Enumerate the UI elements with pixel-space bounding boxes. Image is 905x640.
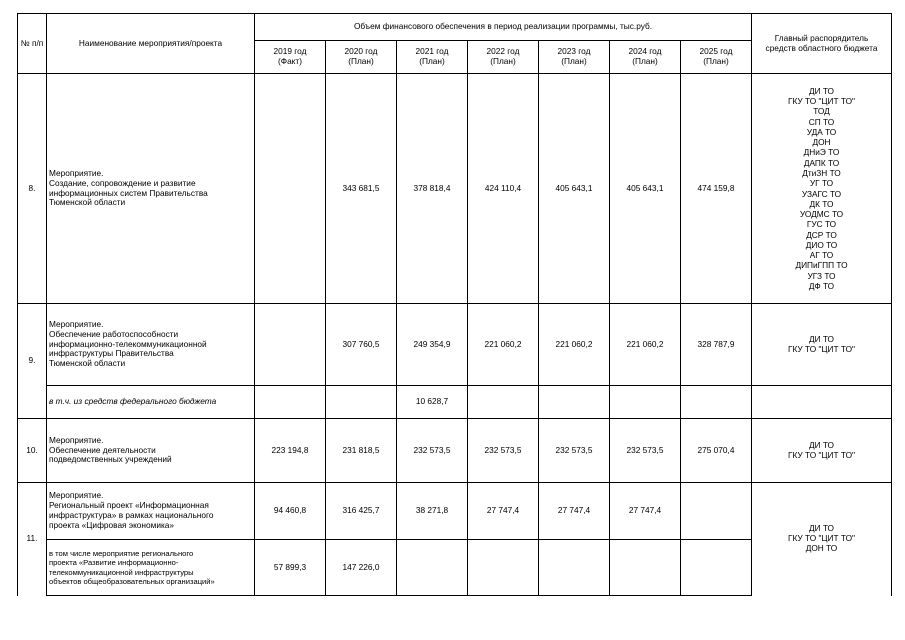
row-value	[539, 386, 610, 419]
row-value: 38 271,8	[397, 483, 468, 540]
row-value: 275 070,4	[681, 419, 752, 483]
row-value: 232 573,5	[468, 419, 539, 483]
header-year: 2020 год (План)	[326, 41, 397, 74]
header-year: 2022 год (План)	[468, 41, 539, 74]
table-row	[18, 483, 892, 540]
header-year: 2024 год (План)	[610, 41, 681, 74]
row-value: 147 226,0	[326, 540, 397, 596]
header-num: № п/п	[18, 14, 47, 74]
header-funding: Объем финансового обеспечения в период реализации программы, тыс.руб.	[255, 14, 752, 41]
row-value: 378 818,4	[397, 74, 468, 304]
row-num: 11.	[18, 483, 47, 596]
row-value: 231 818,5	[326, 419, 397, 483]
row-value	[681, 483, 752, 540]
header-year: 2023 год (План)	[539, 41, 610, 74]
row-value	[539, 540, 610, 596]
row-name: в т.ч. из средств федерального бюджета	[47, 386, 255, 419]
row-value	[255, 304, 326, 386]
header-year: 2021 год (План)	[397, 41, 468, 74]
row-name: Мероприятие. Региональный проект «Информационная инфраструктура» в рамках национального проекта «Цифровая экономика»	[47, 483, 255, 540]
header-name: Наименование мероприятия/проекта	[47, 14, 255, 74]
row-value	[681, 540, 752, 596]
row-num: 9.	[18, 304, 47, 419]
row-value: 249 354,9	[397, 304, 468, 386]
row-value: 27 747,4	[610, 483, 681, 540]
row-value	[255, 386, 326, 419]
row-value	[326, 386, 397, 419]
row-value	[681, 386, 752, 419]
row-manager: ДИ ТО ГКУ ТО "ЦИТ ТО" ТОД СП ТО УДА ТО ДОН ДНиЭ ТО ДАПК ТО ДтиЗН ТО УГ ТО УЗАГС ТО ДК ТО УОДМС ТО ГУС ТО ДСР ТО ДИО ТО АГ ТО ДИПиГПП ТО УГЗ ТО ДФ ТО	[752, 74, 892, 304]
row-value	[468, 386, 539, 419]
row-value: 57 899,3	[255, 540, 326, 596]
table-row	[18, 74, 892, 304]
row-manager: ДИ ТО ГКУ ТО "ЦИТ ТО"	[752, 419, 892, 483]
table-row	[18, 304, 892, 386]
row-value	[610, 540, 681, 596]
funding-table	[17, 13, 892, 596]
row-value: 343 681,5	[326, 74, 397, 304]
row-value: 232 573,5	[610, 419, 681, 483]
row-name: Мероприятие. Обеспечение работоспособности информационно-телекоммуникационной инфраструктуры Правительства Тюменской области	[47, 304, 255, 386]
row-value	[610, 386, 681, 419]
row-value	[255, 74, 326, 304]
row-value: 328 787,9	[681, 304, 752, 386]
row-value: 221 060,2	[539, 304, 610, 386]
row-num: 8.	[18, 74, 47, 304]
row-value: 307 760,5	[326, 304, 397, 386]
row-value	[397, 540, 468, 596]
row-value: 223 194,8	[255, 419, 326, 483]
row-value: 27 747,4	[468, 483, 539, 540]
table-row	[18, 419, 892, 483]
row-name: в том числе мероприятие регионального проекта «Развитие информационно- телекоммуникационной инфраструктуры объектов общеобразовательных организаций»	[47, 540, 255, 596]
row-num: 10.	[18, 419, 47, 483]
row-name: Мероприятие. Обеспечение деятельности подведомственных учреждений	[47, 419, 255, 483]
header-year: 2019 год (Факт)	[255, 41, 326, 74]
row-value: 10 628,7	[397, 386, 468, 419]
row-value	[468, 540, 539, 596]
row-name: Мероприятие. Создание, сопровождение и развитие информационных систем Правительства Тюменской области	[47, 74, 255, 304]
row-value: 474 159,8	[681, 74, 752, 304]
row-value: 405 643,1	[539, 74, 610, 304]
row-value: 221 060,2	[468, 304, 539, 386]
row-manager: ДИ ТО ГКУ ТО "ЦИТ ТО"	[752, 304, 892, 386]
row-value: 232 573,5	[539, 419, 610, 483]
row-value: 405 643,1	[610, 74, 681, 304]
row-value: 424 110,4	[468, 74, 539, 304]
row-value: 27 747,4	[539, 483, 610, 540]
row-manager	[752, 386, 892, 419]
header-manager: Главный распорядитель средств областного бюджета	[752, 14, 892, 74]
row-value: 221 060,2	[610, 304, 681, 386]
table-row	[18, 386, 892, 419]
row-value: 316 425,7	[326, 483, 397, 540]
header-year: 2025 год (План)	[681, 41, 752, 74]
row-manager: ДИ ТО ГКУ ТО "ЦИТ ТО" ДОН ТО	[752, 483, 892, 596]
row-value: 232 573,5	[397, 419, 468, 483]
row-value: 94 460,8	[255, 483, 326, 540]
